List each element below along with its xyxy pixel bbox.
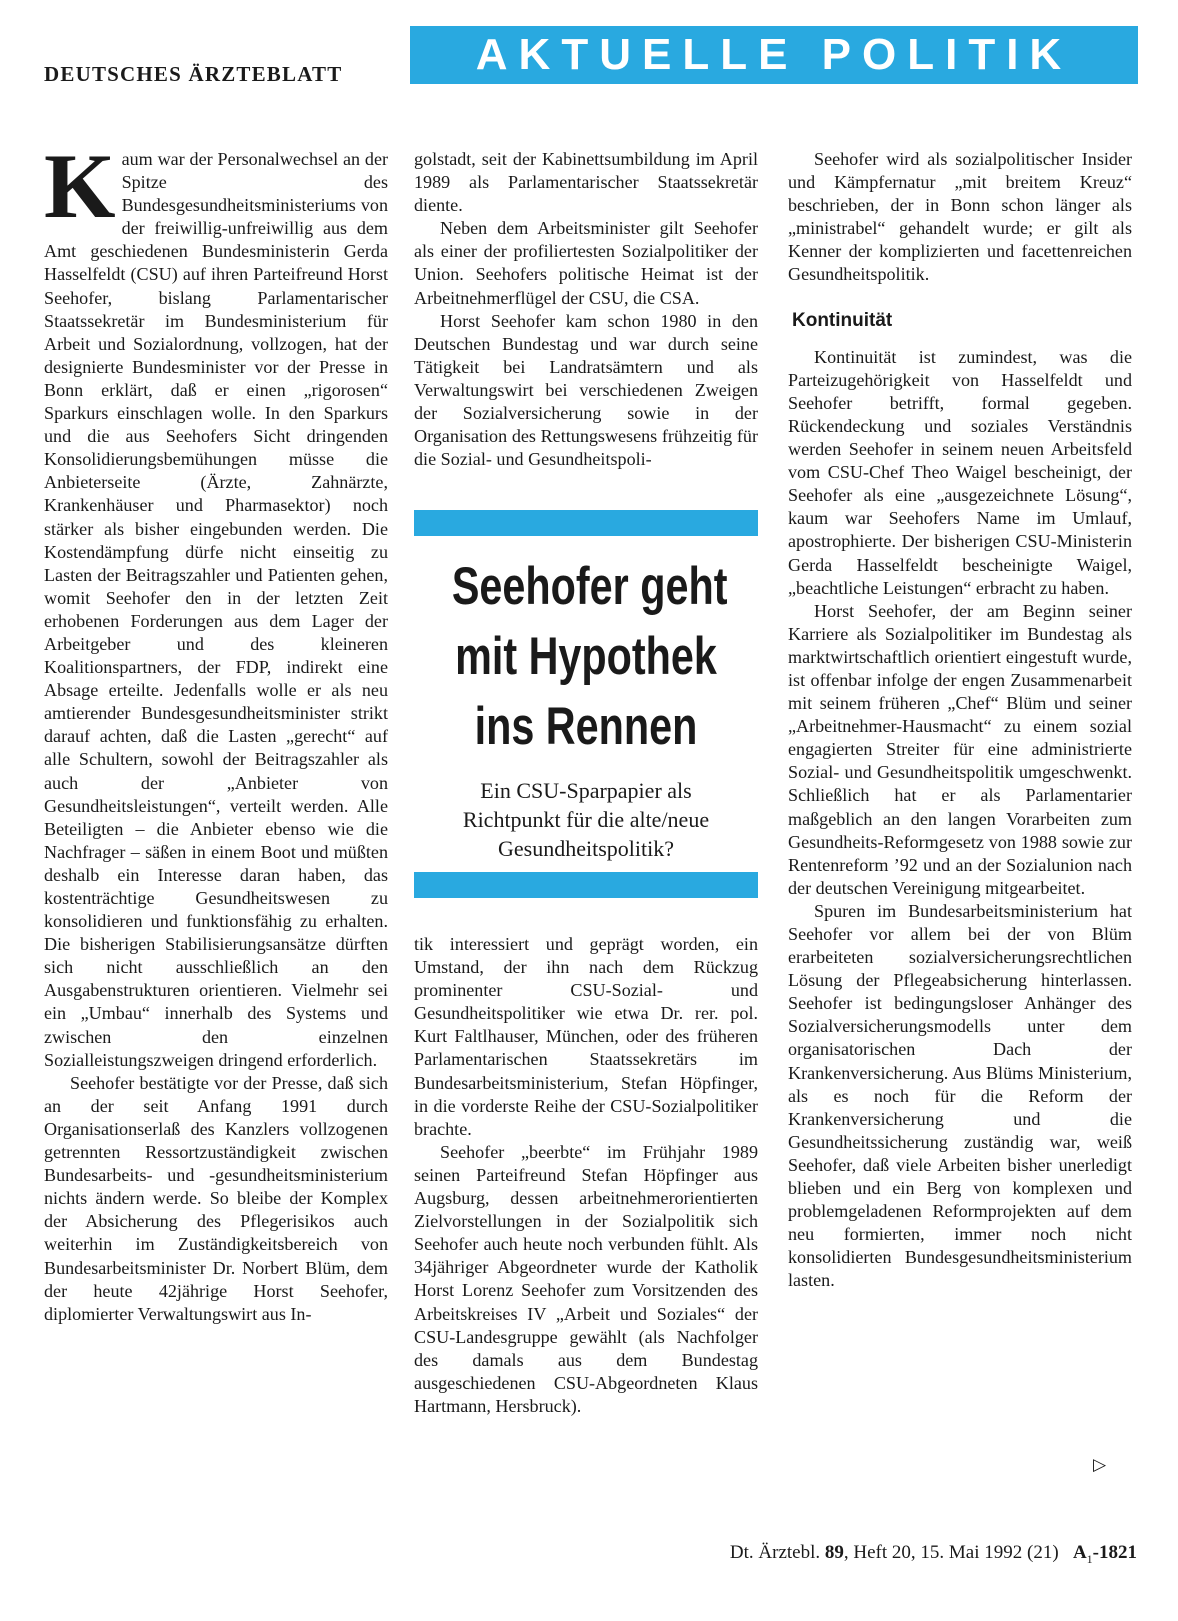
- headline-line: mit Hypothek: [455, 627, 717, 686]
- paragraph: tik interessiert und geprägt worden, ein Umstand, der ihn nach dem Rückzug prominenter CSU-Sozial- und Gesundheitspolitiker wie etwa Dr. rer. pol. Kurt Faltlhauser, München, oder des früheren Parlamentarischen Staatssekretärs im Bundesarbeitsministerium, Stefan Höpfinger, in die vorderste Reihe der CSU-Sozialpolitiker brachte.: [414, 934, 758, 1139]
- column-2-top: [414, 148, 758, 471]
- subtitle-line: Richtpunkt für die alte/neue: [462, 807, 710, 832]
- paragraph: golstadt, seit der Kabinettsumbildung im April 1989 als Parlamentarischer Staatssekretär diente.: [414, 149, 758, 216]
- paragraph: Seehofer wird als sozialpolitischer Insider und Kämpfernatur „mit breitem Kreuz“ beschrieben, der in Bonn schon länger als „ministrabel“ gehandelt wurde; er gilt als Kenner der komplizierten und facettenreichen Gesundheitspolitik.: [788, 149, 1132, 285]
- footer-journal: Dt. Ärztebl.: [729, 1542, 821, 1563]
- column-2-bottom: [414, 933, 758, 1418]
- subtitle-line: Ein CSU-Sparpapier als: [480, 778, 692, 803]
- footer-page-sub: 1: [1086, 1551, 1093, 1566]
- headline-line: Seehofer geht: [451, 557, 728, 616]
- page-footer: [605, 1542, 1137, 1567]
- paragraph: Spuren im Bundesarbeitsministerium hat Seehofer vor allem bei der von Blüm erarbeiteten sozialversicherungsrechtlichen Lösung der Pflegeabsicherung hinterlassen. Seehofer ist bedingungsloser Anhänger des Sozialversicherungsmodells unter dem organisatorischen Dach der Krankenversicherung. Aus Blüms Ministerium, als es noch für die Reform der Krankenversicherung und die Gesundheitssicherung zuständig war, weiß Seehofer, daß viele Arbeiten bisher unerledigt blieben und ein Berg von komplexen und problemgeladenen Reformprojekten auf dem neu formierten, immer noch nicht konsolidierten Bundesgesundheitsministerium lasten.: [788, 900, 1132, 1291]
- paragraph: Kontinuität ist zumindest, was die Parteizugehörigkeit von Hasselfeldt und Seehofer betrifft, formal gegeben. Rückendeckung und soziales Verständnis werden Seehofer in seinem neuen Arbeitsfeld vom CSU-Chef Theo Waigel bescheinigt, der Seehofer als eine „ausgezeichnete Lösung“, kaum war Seehofers Name im Umlauf, apostrophierte. Der bisherigen CSU-Ministerin Gerda Hasselfeldt bescheinigte Waigel, „beachtliche Leistungen“ erbracht zu haben.: [788, 346, 1132, 598]
- paragraph: Horst Seehofer, der am Beginn seiner Karriere als Sozialpolitiker im Bundestag als marktwirtschaftlich orientiert eingestuft wurde, ist offenbar infolge der engen Zusammenarbeit mit seinem früheren „Chef“ Blüm und seiner „Arbeitnehmer-Hausmacht“ zu einem sozial engagierten Streiter für eine administrierte Sozial- und Gesundheitspolitik umgeschwenkt. Schließlich hat er als Parlamentarier maßgeblich an den langen Vorarbeiten zum Gesundheits-Reformgesetz von 1988 sowie zur Rentenreform ’92 und an der Sozialunion nach der deutschen Vereinigung mitgearbeitet.: [788, 600, 1132, 898]
- lead-text: aum war der Personalwechsel an der Spitze des Bundesgesundheitsministeriums von der freiwillig-unfreiwillig aus dem Amt geschiedenen Bundesministerin Gerda Hasselfeldt (CSU) auf ihren Parteifreund Horst Seehofer, bislang Parlamentarischer Staatssekretär im Bundesministerium für Arbeit und Sozialordnung, vollzogen, hat der designierte Bundesminister vor der Presse in Bonn erklärt, daß er einen „rigorosen“ Sparkurs einschlagen wolle. In den Sparkurs und die aus Seehofers Sicht dringenden Konsolidierungsbemühungen müsse die Anbieterseite (Ärzte, Zahnärzte, Krankenhäuser und Pharmasektor) noch stärker als bisher eingebunden werden. Die Kostendämpfung dürfe nicht einseitig zu Lasten der Beitragszahler und Patienten gehen, womit Seehofer den in der letzten Zeit erhobenen Forderungen aus dem Lager der Arbeitgeber und des kleineren Koalitionspartners, der FDP, indirekt eine Absage erteilte. Jedenfalls wolle er als neu amtierender Bundesgesundheitsminister strikt darauf achten, daß die Lasten „gerecht“ auf alle Schultern, sowohl der Beitragszahler als auch der „Anbieter von Gesundheitsleistungen“, verteilt werden. Alle Beteiligten – die Anbieter ebenso wie die Nachfrager – säßen in einem Boot und müßten deshalb ein Interesse daran haben, das kostenträchtige Gesundheitswesen zu konsolidieren und funktionsfähig zu erhalten. Die bisherigen Stabilisierungsansätze dürften sich nicht ausschließlich an den Ausgabenstrukturen orientieren. Vielmehr sei ein „Umbau“ innerhalb des Systems und zwischen den einzelnen Sozialleistungszweigen dringend erforderlich.: [44, 149, 388, 1070]
- footer-issue-date: , Heft 20, 15. Mai 1992 (21): [843, 1542, 1059, 1563]
- blue-divider-top: [414, 510, 758, 536]
- footer-page-number: -1821: [1092, 1542, 1137, 1563]
- footer-page-prefix: A: [1072, 1542, 1087, 1563]
- section-title: AKTUELLE POLITIK: [475, 30, 1073, 79]
- blue-divider-bottom: [414, 872, 758, 898]
- paragraph: Seehofer „beerbte“ im Frühjahr 1989 seinen Parteifreund Stefan Höpfinger aus Augsburg, dessen arbeitnehmerorientierten Zielvorstellungen in der Sozialpolitik sich Seehofer auch heute noch verbunden fühlt. Als 34jähriger Abgeordneter wurde der Katholik Horst Lorenz Seehofer zum Vorsitzenden des Arbeitskreises IV „Arbeit und Soziales“ der CSU-Landesgruppe gewählt (als Nachfolger des damals aus dem Bundestag ausgeschiedenen CSU-Abgeordneten Klaus Hartmann, Hersbruck).: [414, 1141, 758, 1416]
- paragraph: Neben dem Arbeitsminister gilt Seehofer als einer der profiliertesten Sozialpolitiker der Union. Seehofers politische Heimat ist der Arbeitnehmerflügel der CSU, die CSA.: [414, 218, 758, 308]
- column-3: [788, 148, 1132, 1293]
- paragraph: Horst Seehofer kam schon 1980 in den Deutschen Bundestag und war durch seine Tätigkeit bei Landratsämtern und als Verwaltungswirt bei verschiedenen Zweigen der Sozialversicherung sowie in der Organisation des Rettungswesens frühzeitig für die Sozial- und Gesundheitspoli-: [414, 310, 758, 470]
- column-1: [44, 135, 388, 1326]
- paragraph: Seehofer bestätigte vor der Presse, daß sich an der seit Anfang 1991 durch Organisationserlaß des Kanzlers vollzogenen getrennten Ressortzuständigkeit zwischen Bundesarbeits- und -gesundheitsministerium nichts ändern werde. So bleibe der Komplex der Absicherung des Pflegerisikos auch weiterhin im Zuständigkeitsbereich von Bundesarbeitsminister Dr. Norbert Blüm, dem der heute 42jährige Horst Seehofer, diplomierter Verwaltungswirt aus In-: [44, 1072, 388, 1324]
- headline: [451, 552, 728, 762]
- headline-box: [414, 510, 758, 914]
- subheading: Kontinuität: [792, 309, 893, 331]
- continue-arrow-icon: ▷: [1093, 1455, 1107, 1475]
- subtitle: [414, 776, 758, 863]
- subtitle-line: Gesundheitspolitik?: [498, 836, 674, 861]
- footer-volume: 89: [824, 1542, 844, 1563]
- masthead: DEUTSCHES ÄRZTEBLATT: [44, 62, 343, 86]
- section-banner: [410, 26, 1138, 84]
- lead-paragraph: [44, 135, 388, 1072]
- headline-line: ins Rennen: [474, 697, 698, 756]
- drop-cap: K: [44, 135, 116, 237]
